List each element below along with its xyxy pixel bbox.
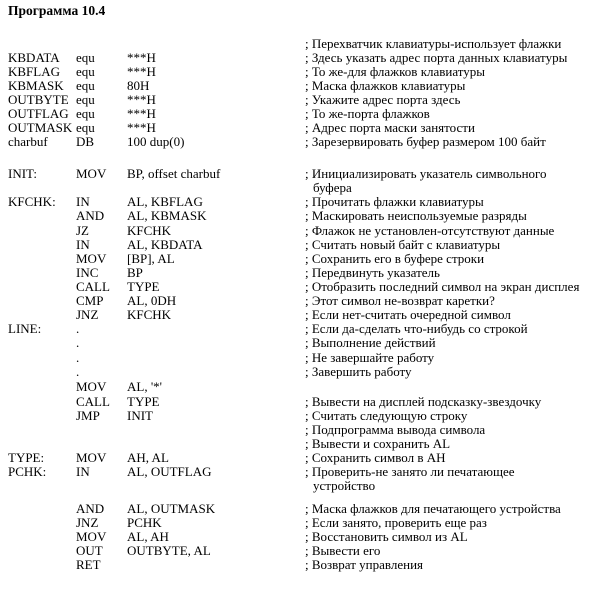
code-comment: ; Маска флажков для печатающего устройства [305,501,561,516]
code-comment: ; Завершить работу [305,364,412,379]
code-line [0,280,600,294]
code-label: KFCHK: [8,194,56,209]
code-line [0,322,600,336]
code-label: KBDATA [8,50,60,65]
code-label: LINE: [8,321,42,336]
code-operand: AL, KBDATA [127,237,203,252]
code-line [0,238,600,252]
code-label: KBMASK [8,78,64,93]
code-operand: PCHK [127,515,162,530]
code-comment: ; Инициализировать указатель символьного [305,166,547,181]
code-operand: ***H [127,92,156,107]
code-opcode: MOV [76,251,107,266]
code-operand: OUTBYTE, AL [127,543,211,558]
code-comment: ; То же-для флажков клавиатуры [305,64,486,79]
code-line [0,380,600,394]
code-opcode: JNZ [76,307,99,322]
code-line [0,51,600,65]
code-opcode: MOV [76,379,107,394]
code-line [0,65,600,79]
code-line [0,437,600,451]
code-operand: AL, KBFLAG [127,194,203,209]
code-comment: ; Отобразить последний символ на экран дисплея [305,279,580,294]
code-comment: ; Перехватчик клавиатуры-использует флажки [305,36,562,51]
code-comment: ; То же-порта флажков [305,106,430,121]
code-operand: [BP], AL [127,251,175,266]
code-opcode: JMP [76,408,100,423]
code-operand: ***H [127,50,156,65]
code-opcode: . [76,350,80,365]
code-label: INIT: [8,166,37,181]
code-line [0,530,600,544]
code-line [0,451,600,465]
code-line [0,135,600,149]
code-opcode: JNZ [76,515,99,530]
code-comment: ; Проверить-не занято ли печатающее [305,464,515,479]
code-comment: ; Маскировать неиспользуемые разряды [305,208,527,223]
code-opcode: OUT [76,543,103,558]
code-comment: ; Сохранить символ в AH [305,450,446,465]
code-line [0,195,600,209]
code-comment: ; Этот символ не-возврат каретки? [305,293,495,308]
code-opcode: . [76,335,80,350]
code-opcode: equ [76,78,95,93]
code-comment: ; Флажок не установлен-отсутствуют данные [305,223,555,238]
code-comment: ; Восстановить символ из AL [305,529,468,544]
code-comment: ; Сохранить его в буфере строки [305,251,485,266]
code-comment: ; Прочитать флажки клавиатуры [305,194,484,209]
code-line [0,266,600,280]
code-operand: AL, OUTMASK [127,501,216,516]
code-line [0,465,600,479]
code-line [0,558,600,572]
code-line [0,252,600,266]
program-title: Программа 10.4 [8,3,106,18]
code-label: TYPE: [8,450,45,465]
code-operand: TYPE [127,394,160,409]
code-opcode: DB [76,134,95,149]
code-comment: ; Вывести и сохранить AL [305,436,451,451]
code-line [0,516,600,530]
code-label: charbuf [8,134,48,149]
code-operand: TYPE [127,279,160,294]
code-label: OUTBYTE [8,92,69,107]
code-opcode: . [76,364,80,379]
code-line [0,336,600,350]
code-opcode: AND [76,208,105,223]
code-operand: AL, KBMASK [127,208,207,223]
code-opcode: IN [76,464,90,479]
code-opcode: equ [76,92,95,107]
code-comment: ; Считать новый байт с клавиатуры [305,237,501,252]
code-line [0,308,600,322]
code-opcode: AND [76,501,105,516]
code-line [0,121,600,135]
code-operand: AL, 0DH [127,293,177,308]
code-operand: AL, '*' [127,379,163,394]
code-line [0,395,600,409]
code-opcode: INC [76,265,99,280]
code-comment: ; Возврат управления [305,557,424,572]
code-operand: AH, AL [127,450,169,465]
code-line [0,181,600,195]
code-comment: ; Адрес порта маски занятости [305,120,475,135]
code-opcode: equ [76,120,95,135]
code-line [0,423,600,437]
code-opcode: CALL [76,394,110,409]
code-operand: 100 dup(0) [127,134,185,149]
code-comment: ; Если нет-считать очередной символ [305,307,511,322]
code-comment: буфера [313,180,352,195]
code-operand: KFCHK [127,307,172,322]
code-line [0,224,600,238]
code-operand: AL, OUTFLAG [127,464,212,479]
code-line [0,351,600,365]
code-opcode: JZ [76,223,89,238]
code-operand: INIT [127,408,153,423]
code-label: KBFLAG [8,64,61,79]
code-line [0,502,600,516]
code-label: PCHK: [8,464,47,479]
code-opcode: . [76,321,80,336]
code-line [0,93,600,107]
code-comment: ; Если занято, проверить еще раз [305,515,487,530]
code-line [0,294,600,308]
code-line [0,544,600,558]
code-comment: ; Укажите адрес порта здесь [305,92,461,107]
code-opcode: MOV [76,450,107,465]
code-operand: KFCHK [127,223,172,238]
code-opcode: IN [76,194,90,209]
code-line [0,79,600,93]
code-comment: ; Вывести его [305,543,381,558]
code-operand: BP, offset charbuf [127,166,221,181]
code-operand: BP [127,265,143,280]
code-line [0,107,600,121]
code-comment: ; Подпрограмма вывода символа [305,422,486,437]
code-line [0,365,600,379]
code-comment: ; Зарезервировать буфер размером 100 байт [305,134,546,149]
code-comment: устройство [313,478,376,493]
code-opcode: CMP [76,293,104,308]
code-comment: ; Передвинуть указатель [305,265,440,280]
code-operand: 80H [127,78,150,93]
code-line [0,409,600,423]
code-operand: ***H [127,120,156,135]
code-comment: ; Здесь указать адрес порта данных клавиатуры [305,50,568,65]
code-comment: ; Не завершайте работу [305,350,435,365]
code-comment: ; Вывести на дисплей подсказку-звездочку [305,394,542,409]
code-line [0,37,600,51]
code-opcode: IN [76,237,90,252]
code-line [0,167,600,181]
code-opcode: CALL [76,279,110,294]
code-comment: ; Выполнение действий [305,335,436,350]
code-comment: ; Если да-сделать что-нибудь со строкой [305,321,528,336]
code-label: OUTMASK [8,120,73,135]
code-operand: ***H [127,64,156,79]
code-label: OUTFLAG [8,106,69,121]
code-opcode: RET [76,557,101,572]
code-line [0,209,600,223]
code-line [0,479,600,493]
code-comment: ; Считать следующую строку [305,408,468,423]
code-operand: AL, AH [127,529,169,544]
code-opcode: MOV [76,166,107,181]
code-comment: ; Маска флажков клавиатуры [305,78,466,93]
code-opcode: equ [76,106,95,121]
code-opcode: MOV [76,529,107,544]
code-operand: ***H [127,106,156,121]
code-opcode: equ [76,50,95,65]
code-opcode: equ [76,64,95,79]
